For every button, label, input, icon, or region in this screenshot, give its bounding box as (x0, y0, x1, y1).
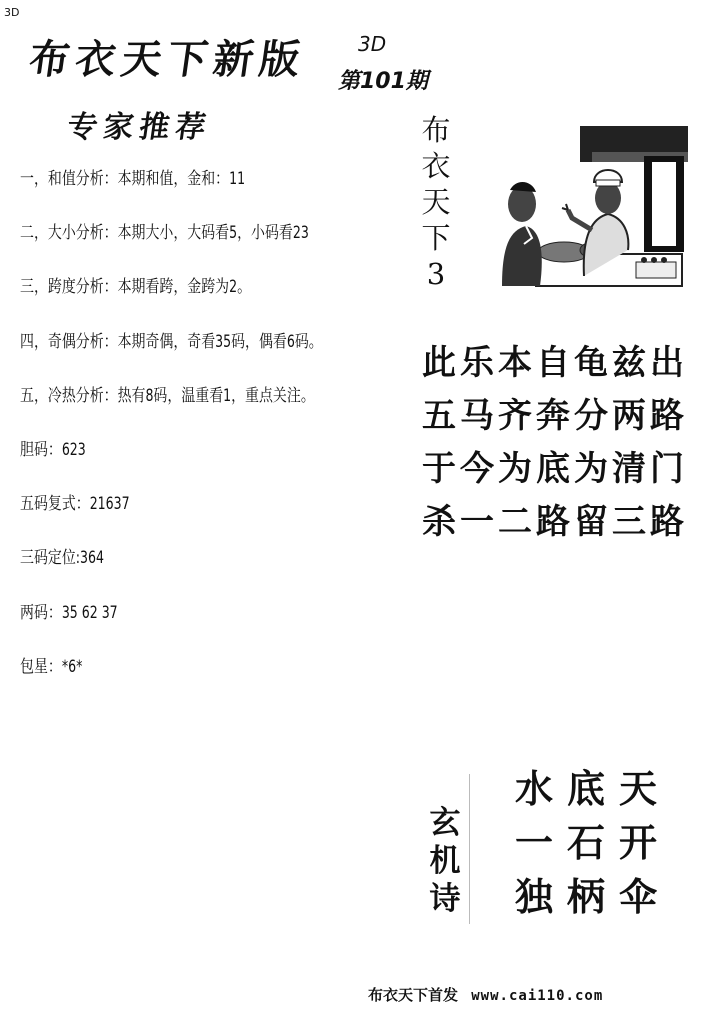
poem-grid (420, 338, 686, 550)
vertical-title-char: 下 (421, 221, 451, 255)
analysis-size: 二，大小分析：本期大小，大码看5，小码看23 (20, 223, 309, 244)
xuanji-row (508, 870, 664, 924)
xuanji-char: 天 (618, 766, 657, 811)
poem-char: 乐 (460, 343, 494, 383)
poem-char: 奔 (536, 396, 570, 436)
poem-char: 今 (460, 449, 494, 489)
poem-row (420, 338, 686, 391)
xuanji-poem-label (424, 804, 466, 918)
poem-char: 二 (498, 502, 532, 542)
xuanji-label-char: 机 (429, 843, 461, 879)
xuanji-char: 开 (618, 820, 657, 865)
poem-char: 出 (650, 343, 684, 383)
corner-label: 3D (4, 6, 20, 19)
poem-char: 此 (422, 343, 456, 383)
poem-char: 自 (536, 343, 570, 383)
poem-char: 杀 (422, 502, 456, 542)
footer (368, 984, 603, 1005)
poem-row (420, 497, 686, 550)
poem-char: 龟 (574, 343, 608, 383)
poem-row (420, 444, 686, 497)
game-label: 3D (358, 32, 387, 56)
page-title: 布衣天下新版 (26, 36, 309, 83)
xuanji-poem (508, 762, 664, 924)
poem-char: 一 (460, 502, 494, 542)
poem-char: 清 (612, 449, 646, 489)
xuanji-char: 独 (514, 874, 553, 919)
xuanji-row (508, 762, 664, 816)
vertical-title-char: 3 (426, 257, 446, 291)
five-code-combo: 五码复式：21637 (20, 494, 130, 515)
xuanji-char: 底 (566, 766, 605, 811)
poem-char: 两 (612, 396, 646, 436)
poem-char: 留 (574, 502, 608, 542)
section-subtitle: 专家推荐 (65, 110, 214, 145)
poem-char: 底 (536, 449, 570, 489)
poem-char: 本 (498, 343, 532, 383)
poem-char: 为 (498, 449, 532, 489)
key-number: 胆码：623 (20, 439, 86, 460)
poem-char: 齐 (498, 396, 532, 436)
poem-char: 路 (650, 396, 684, 436)
footer-url[interactable]: www.cai110.com (471, 988, 604, 1004)
analysis-list (20, 164, 350, 706)
poem-row (420, 391, 686, 444)
xuanji-char: 石 (566, 820, 605, 865)
vertical-title-char: 天 (421, 185, 451, 219)
xuanji-label-char: 诗 (429, 881, 461, 917)
poem-char: 于 (422, 449, 456, 489)
poem-char: 三 (612, 502, 646, 542)
xuanji-label-char: 玄 (429, 805, 461, 841)
poem-char: 为 (574, 449, 608, 489)
poem-char: 路 (536, 502, 570, 542)
poem-char: 五 (422, 396, 456, 436)
three-code-position: 三码定位:364 (20, 548, 104, 569)
analysis-hot-cold: 五，冷热分析：热有8码，温重看1，重点关注。 (20, 385, 315, 406)
footer-text: 布衣天下首发 (368, 986, 459, 1004)
poem-char: 分 (574, 396, 608, 436)
analysis-span: 三，跨度分析：本期看跨，金跨为2。 (20, 277, 252, 298)
xuanji-char: 伞 (618, 874, 657, 919)
xuanji-char: 柄 (566, 874, 605, 919)
xuanji-row (508, 816, 664, 870)
include-star: 包星：*6* (20, 656, 83, 677)
vertical-title-char: 衣 (421, 149, 451, 183)
poem-char: 门 (650, 449, 684, 489)
two-code: 两码：35 62 37 (20, 602, 118, 623)
xuanji-char: 一 (514, 820, 553, 865)
poem-char: 路 (650, 502, 684, 542)
analysis-sum: 一，和值分析：本期和值，金和：11 (20, 169, 246, 189)
issue-number: 第101期 (338, 69, 428, 94)
vertical-title (418, 112, 454, 292)
analysis-odd-even: 四，奇偶分析：本期奇偶，奇看35码，偶看6码。 (20, 331, 323, 352)
poem-char: 马 (460, 396, 494, 436)
xuanji-char: 水 (514, 766, 553, 811)
poem-char: 兹 (612, 343, 646, 383)
vertical-title-char: 布 (421, 113, 451, 147)
cartoon-illustration (496, 126, 688, 294)
